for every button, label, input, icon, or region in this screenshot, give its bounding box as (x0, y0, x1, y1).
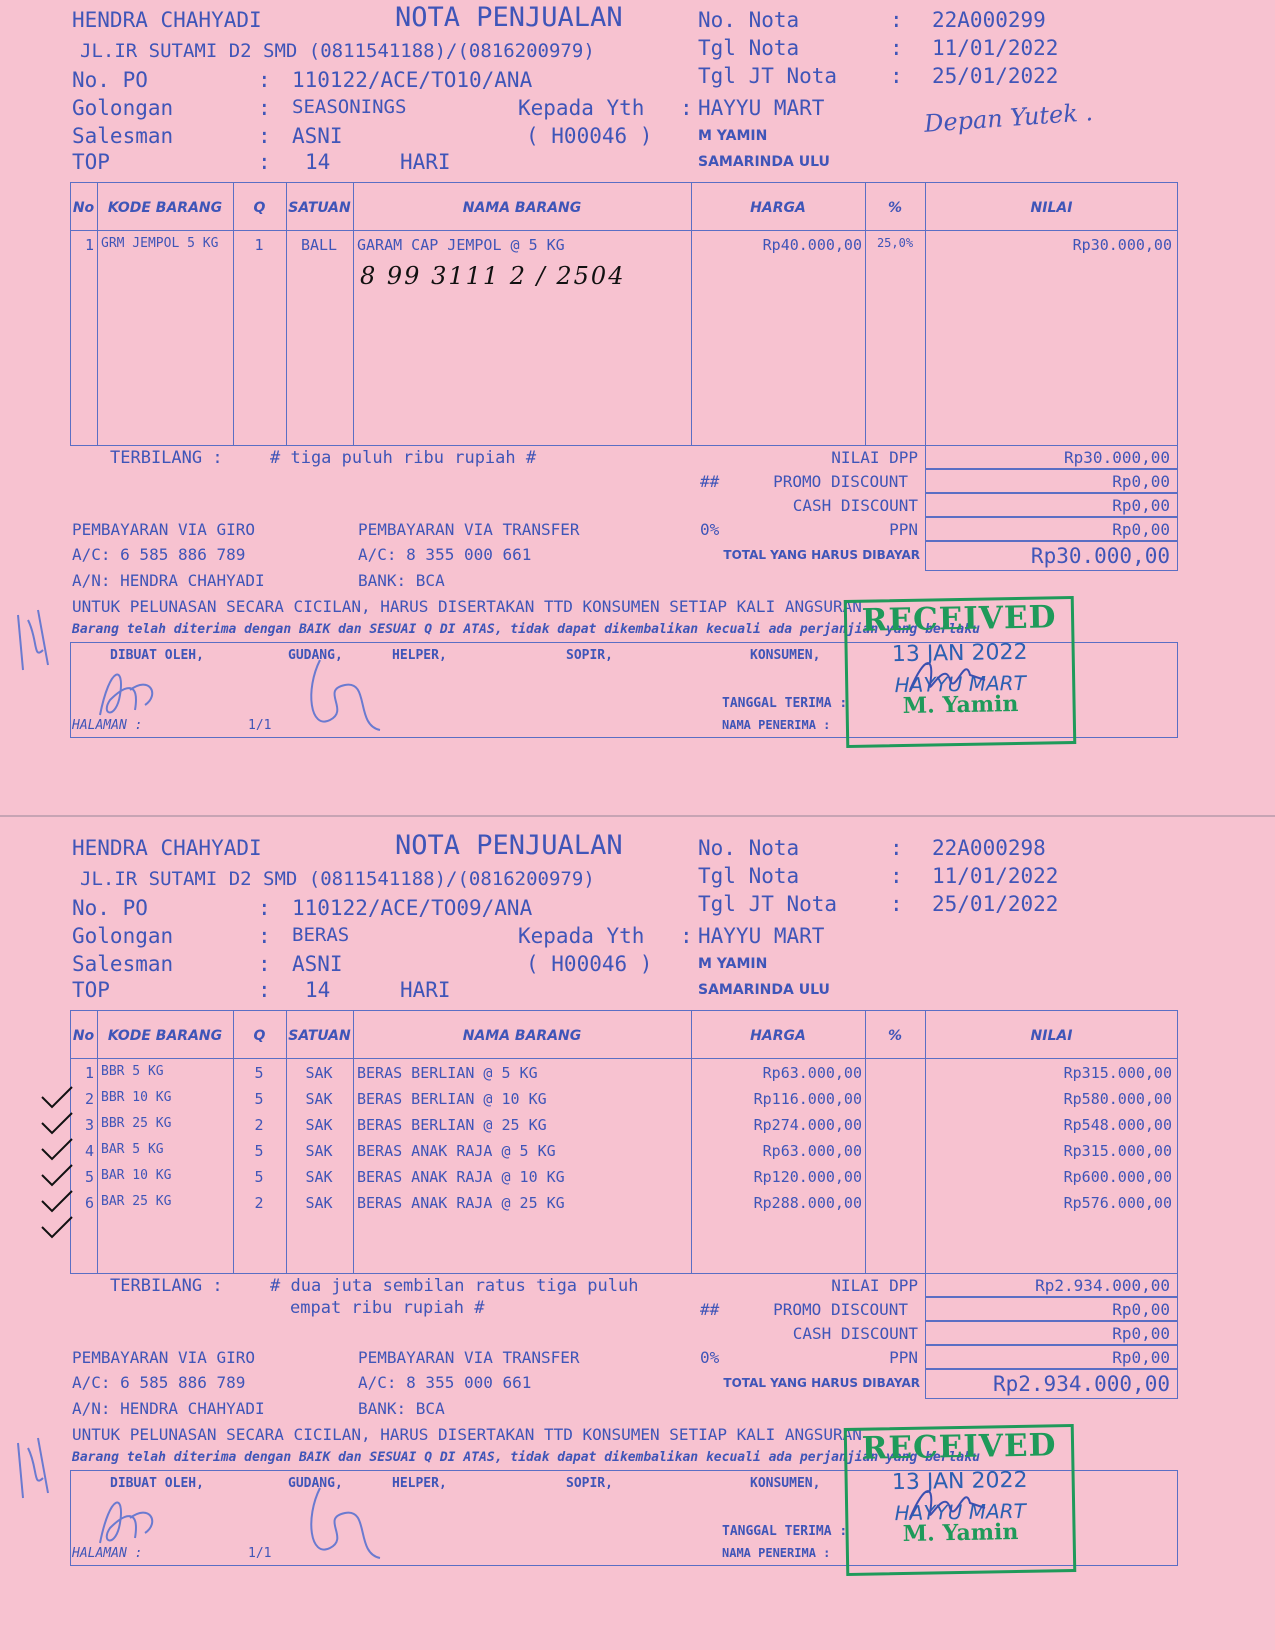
kepada-value: HAYYU MART (698, 924, 825, 948)
promo-prefix: ## (700, 472, 720, 491)
item-no: 2 (84, 1090, 94, 1108)
item-satuan: SAK (305, 1090, 333, 1108)
col-divider (233, 182, 234, 446)
tgl-nota-value: 11/01/2022 (932, 36, 1059, 60)
giro-title: PEMBAYARAN VIA GIRO (72, 1348, 256, 1367)
tanggal-terima-label: TANGGAL TERIMA : (722, 696, 848, 711)
no-nota-label: No. Nota (698, 8, 800, 32)
col-divider (286, 1010, 287, 1274)
stamp-store: HAYYU MART (894, 670, 1027, 698)
barcode-note: 8 99 3111 2 / 2504 (360, 262, 626, 290)
item-nama: BERAS ANAK RAJA @ 5 KG (357, 1142, 556, 1160)
colon: : (890, 836, 903, 860)
signature-gudang-icon (300, 650, 390, 740)
item-q: 5 (254, 1090, 264, 1108)
colon: : (258, 924, 271, 948)
tgl-jt-label: Tgl JT Nota (698, 64, 838, 88)
item-harga: Rp116.000,00 (753, 1090, 862, 1108)
giro-name: A/N: HENDRA CHAHYADI (72, 571, 265, 590)
colon: : (890, 892, 903, 916)
ppn-value: Rp0,00 (1112, 520, 1170, 539)
handwritten-note: Depan Yutek . (923, 98, 1094, 138)
halaman-label: HALAMAN : (72, 718, 143, 733)
colon: : (258, 68, 271, 92)
sig-sopir: SOPIR, (566, 648, 613, 663)
salesman-label: Salesman (72, 124, 174, 148)
tgl-jt-value: 25/01/2022 (932, 892, 1059, 916)
sig-gudang: GUDANG, (288, 1476, 343, 1491)
sig-konsumen: KONSUMEN, (750, 648, 821, 663)
no-nota-value: 22A000298 (932, 836, 1046, 860)
header-satuan: SATUAN (288, 200, 351, 216)
company-name: HENDRA CHAHYADI (72, 836, 262, 860)
transfer-title: PEMBAYARAN VIA TRANSFER (358, 520, 580, 539)
col-divider (353, 182, 354, 446)
nama-penerima-label: NAMA PENERIMA : (722, 1546, 831, 1560)
item-nilai: Rp548.000,00 (1063, 1116, 1172, 1134)
tgl-jt-value: 25/01/2022 (932, 64, 1059, 88)
document-title: NOTA PENJUALAN (395, 2, 623, 33)
nilai-dpp-value: Rp30.000,00 (1064, 448, 1170, 467)
cash-value: Rp0,00 (1112, 1324, 1170, 1343)
no-nota-label: No. Nota (698, 836, 800, 860)
table-header-divider (70, 230, 1178, 231)
halaman-value: 1/1 (248, 718, 272, 733)
promo-value: Rp0,00 (1112, 472, 1170, 491)
terbilang-line-1: # dua juta sembilan ratus tiga puluh (270, 1276, 639, 1296)
top-unit: HARI (400, 978, 451, 1002)
customer-person: M YAMIN (698, 128, 768, 144)
table-header-divider (70, 1058, 1178, 1059)
golongan-label: Golongan (72, 924, 174, 948)
company-address: JL.IR SUTAMI D2 SMD (0811541188)/(0816200979) (80, 40, 595, 62)
stamp-title: RECEIVED (861, 1427, 1057, 1467)
item-nilai: Rp315.000,00 (1063, 1064, 1172, 1082)
col-divider (865, 182, 866, 446)
tgl-nota-label: Tgl Nota (698, 36, 800, 60)
colon: : (258, 978, 271, 1002)
stamp-signature-icon (900, 650, 990, 700)
cash-value: Rp0,00 (1112, 496, 1170, 515)
colon: : (258, 124, 271, 148)
col-divider (233, 1010, 234, 1274)
item-nilai: Rp30.000,00 (1072, 236, 1172, 254)
header-nilai: NILAI (1030, 1028, 1073, 1044)
customer-city: SAMARINDA ULU (698, 154, 830, 170)
checkmarks-icon (38, 1085, 98, 1245)
sig-konsumen: KONSUMEN, (750, 1476, 821, 1491)
item-no: 4 (84, 1142, 94, 1160)
item-satuan: SAK (305, 1064, 333, 1082)
nilai-dpp-label: NILAI DPP (831, 448, 918, 467)
item-q: 5 (254, 1168, 264, 1186)
goods-received-notice: Barang telah diterima dengan BAIK dan SESUAI Q DI ATAS, tidak dapat dikembalikan kecuali ada perjanjian yang berlaku (72, 1450, 980, 1465)
sig-gudang: GUDANG, (288, 648, 343, 663)
total-value: Rp2.934.000,00 (992, 1372, 1170, 1396)
item-q: 5 (254, 1064, 264, 1082)
col-divider (353, 1010, 354, 1274)
transfer-account: A/C: 8 355 000 661 (358, 1373, 532, 1392)
kepada-label: Kepada Yth (518, 96, 645, 120)
colon: : (890, 36, 903, 60)
item-nama: BERAS ANAK RAJA @ 10 KG (357, 1168, 565, 1186)
promo-value: Rp0,00 (1112, 1300, 1170, 1319)
header-harga: HARGA (750, 200, 806, 216)
top-label: TOP (72, 150, 110, 174)
kepada-label: Kepada Yth (518, 924, 645, 948)
installment-notice: UNTUK PELUNASAN SECARA CICILAN, HARUS DISERTAKAN TTD KONSUMEN SETIAP KALI ANGSURAN (72, 1425, 862, 1444)
halaman-value: 1/1 (248, 1546, 272, 1561)
stamp-store: HAYYU MART (894, 1498, 1027, 1526)
header-q: Q (253, 200, 266, 216)
page-divider (0, 815, 1275, 817)
golongan-value: SEASONINGS (292, 96, 407, 118)
col-divider (925, 1010, 926, 1274)
item-nama: BERAS BERLIAN @ 10 KG (357, 1090, 547, 1108)
item-pct: 25,0% (876, 236, 914, 250)
item-no: 1 (84, 236, 94, 254)
item-kode: BAR 25 KG (101, 1194, 172, 1209)
item-harga: Rp40.000,00 (762, 236, 862, 254)
item-q: 2 (254, 1116, 264, 1134)
terbilang-label: TERBILANG : (110, 448, 223, 468)
no-nota-value: 22A000299 (932, 8, 1046, 32)
installment-notice: UNTUK PELUNASAN SECARA CICILAN, HARUS DISERTAKAN TTD KONSUMEN SETIAP KALI ANGSURAN (72, 597, 862, 616)
item-kode: GRM JEMPOL 5 KG (101, 236, 219, 251)
nama-penerima-label: NAMA PENERIMA : (722, 718, 831, 732)
colon: : (258, 952, 271, 976)
colon: : (680, 924, 693, 948)
giro-title: PEMBAYARAN VIA GIRO (72, 520, 256, 539)
item-q: 1 (254, 236, 264, 254)
transfer-bank: BANK: BCA (358, 571, 445, 590)
item-satuan: SAK (305, 1194, 333, 1212)
item-harga: Rp288.000,00 (753, 1194, 862, 1212)
colon: : (890, 8, 903, 32)
item-q: 5 (254, 1142, 264, 1160)
salesman-value: ASNI (292, 124, 343, 148)
item-harga: Rp63.000,00 (762, 1064, 862, 1082)
item-satuan: SAK (305, 1142, 333, 1160)
header-pct: % (887, 1028, 903, 1044)
header-harga: HARGA (750, 1028, 806, 1044)
giro-account: A/C: 6 585 886 789 (72, 1373, 246, 1392)
item-harga: Rp120.000,00 (753, 1168, 862, 1186)
colon: : (258, 896, 271, 920)
colon: : (258, 150, 271, 174)
customer-code: ( H00046 ) (526, 124, 653, 148)
transfer-bank: BANK: BCA (358, 1399, 445, 1418)
nilai-dpp-label: NILAI DPP (831, 1276, 918, 1295)
sig-sopir: SOPIR, (566, 1476, 613, 1491)
item-nama: BERAS BERLIAN @ 25 KG (357, 1116, 547, 1134)
promo-prefix: ## (700, 1300, 720, 1319)
signature-dibuat-icon (80, 1483, 180, 1558)
item-kode: BBR 25 KG (101, 1116, 172, 1131)
header-nama: NAMA BARANG (462, 1028, 582, 1044)
stamp-title: RECEIVED (861, 599, 1057, 639)
margin-initial-icon (8, 1428, 58, 1508)
golongan-label: Golongan (72, 96, 174, 120)
promo-label: PROMO DISCOUNT (773, 472, 908, 491)
stamp-signature-icon (900, 1478, 990, 1528)
salesman-label: Salesman (72, 952, 174, 976)
no-po-label: No. PO (72, 896, 148, 920)
header-satuan: SATUAN (288, 1028, 351, 1044)
sig-helper: HELPER, (392, 648, 447, 663)
tanggal-terima-label: TANGGAL TERIMA : (722, 1524, 848, 1539)
item-nilai: Rp315.000,00 (1063, 1142, 1172, 1160)
item-nilai: Rp576.000,00 (1063, 1194, 1172, 1212)
col-divider (691, 182, 692, 446)
terbilang-line-2: empat ribu rupiah # (290, 1298, 485, 1318)
tgl-nota-label: Tgl Nota (698, 864, 800, 888)
item-nilai: Rp580.000,00 (1063, 1090, 1172, 1108)
item-satuan: SAK (305, 1116, 333, 1134)
item-no: 1 (84, 1064, 94, 1082)
ppn-label: PPN (889, 520, 918, 539)
company-address: JL.IR SUTAMI D2 SMD (0811541188)/(0816200979) (80, 868, 595, 890)
signature-gudang-icon (300, 1478, 390, 1568)
top-value: 14 (305, 978, 331, 1002)
signature-dibuat-icon (80, 655, 180, 730)
stamp-date: 13 JAN 2022 (891, 1467, 1028, 1496)
salesman-value: ASNI (292, 952, 343, 976)
promo-label: PROMO DISCOUNT (773, 1300, 908, 1319)
col-divider (286, 182, 287, 446)
col-divider (865, 1010, 866, 1274)
customer-city: SAMARINDA ULU (698, 982, 830, 998)
item-no: 5 (84, 1168, 94, 1186)
no-po-value: 110122/ACE/TO09/ANA (292, 896, 533, 920)
item-q: 2 (254, 1194, 264, 1212)
golongan-value: BERAS (292, 924, 350, 946)
header-kode: KODE BARANG (107, 1028, 223, 1044)
margin-initial-icon (8, 600, 58, 680)
stamp-name: M. Yamin (902, 1518, 1019, 1548)
tgl-nota-value: 11/01/2022 (932, 864, 1059, 888)
item-nama: BERAS BERLIAN @ 5 KG (357, 1064, 538, 1082)
ppn-label: PPN (889, 1348, 918, 1367)
stamp-date: 13 JAN 2022 (891, 639, 1028, 668)
item-kode: BAR 10 KG (101, 1168, 172, 1183)
no-po-value: 110122/ACE/TO10/ANA (292, 68, 533, 92)
tgl-jt-label: Tgl JT Nota (698, 892, 838, 916)
giro-name: A/N: HENDRA CHAHYADI (72, 1399, 265, 1418)
item-kode: BBR 5 KG (101, 1064, 164, 1079)
item-satuan: SAK (305, 1168, 333, 1186)
header-q: Q (253, 1028, 266, 1044)
item-kode: BBR 10 KG (101, 1090, 172, 1105)
kepada-value: HAYYU MART (698, 96, 825, 120)
colon: : (258, 96, 271, 120)
stamp-name: M. Yamin (902, 690, 1019, 720)
customer-person: M YAMIN (698, 956, 768, 972)
item-satuan: BALL (300, 236, 338, 254)
colon: : (890, 64, 903, 88)
transfer-title: PEMBAYARAN VIA TRANSFER (358, 1348, 580, 1367)
header-pct: % (887, 200, 903, 216)
col-divider (925, 182, 926, 446)
no-po-label: No. PO (72, 68, 148, 92)
item-harga: Rp274.000,00 (753, 1116, 862, 1134)
ppn-value: Rp0,00 (1112, 1348, 1170, 1367)
company-name: HENDRA CHAHYADI (72, 8, 262, 32)
cash-label: CASH DISCOUNT (792, 1324, 918, 1343)
total-label: TOTAL YANG HARUS DIBAYAR (723, 548, 920, 562)
giro-account: A/C: 6 585 886 789 (72, 545, 246, 564)
top-value: 14 (305, 150, 331, 174)
terbilang-line-1: # tiga puluh ribu rupiah # (270, 448, 537, 468)
item-no: 3 (84, 1116, 94, 1134)
item-nama: GARAM CAP JEMPOL @ 5 KG (357, 236, 565, 254)
sig-dibuat: DIBUAT OLEH, (110, 648, 204, 663)
item-harga: Rp63.000,00 (762, 1142, 862, 1160)
item-nilai: Rp600.000,00 (1063, 1168, 1172, 1186)
header-nilai: NILAI (1030, 200, 1073, 216)
col-divider (97, 182, 98, 446)
transfer-account: A/C: 8 355 000 661 (358, 545, 532, 564)
total-label: TOTAL YANG HARUS DIBAYAR (723, 1376, 920, 1390)
nota-penjualan-22A000299 (0, 0, 1275, 815)
sig-dibuat: DIBUAT OLEH, (110, 1476, 204, 1491)
ppn-pct: 0% (700, 1348, 720, 1367)
nota-penjualan-22A000298 (0, 828, 1275, 1643)
item-kode: BAR 5 KG (101, 1142, 164, 1157)
item-no: 6 (84, 1194, 94, 1212)
cash-label: CASH DISCOUNT (792, 496, 918, 515)
ppn-pct: 0% (700, 520, 720, 539)
sig-helper: HELPER, (392, 1476, 447, 1491)
colon: : (680, 96, 693, 120)
colon: : (890, 864, 903, 888)
items-table (70, 182, 1178, 446)
header-no: No (72, 200, 95, 216)
goods-received-notice: Barang telah diterima dengan BAIK dan SESUAI Q DI ATAS, tidak dapat dikembalikan kecuali ada perjanjian yang berlaku (72, 622, 980, 637)
customer-code: ( H00046 ) (526, 952, 653, 976)
document-title: NOTA PENJUALAN (395, 830, 623, 861)
halaman-label: HALAMAN : (72, 1546, 143, 1561)
header-no: No (72, 1028, 95, 1044)
terbilang-label: TERBILANG : (110, 1276, 223, 1296)
header-nama: NAMA BARANG (462, 200, 582, 216)
total-value: Rp30.000,00 (1030, 544, 1170, 568)
col-divider (691, 1010, 692, 1274)
item-nama: BERAS ANAK RAJA @ 25 KG (357, 1194, 565, 1212)
top-label: TOP (72, 978, 110, 1002)
nilai-dpp-value: Rp2.934.000,00 (1035, 1276, 1170, 1295)
header-kode: KODE BARANG (107, 200, 223, 216)
top-unit: HARI (400, 150, 451, 174)
